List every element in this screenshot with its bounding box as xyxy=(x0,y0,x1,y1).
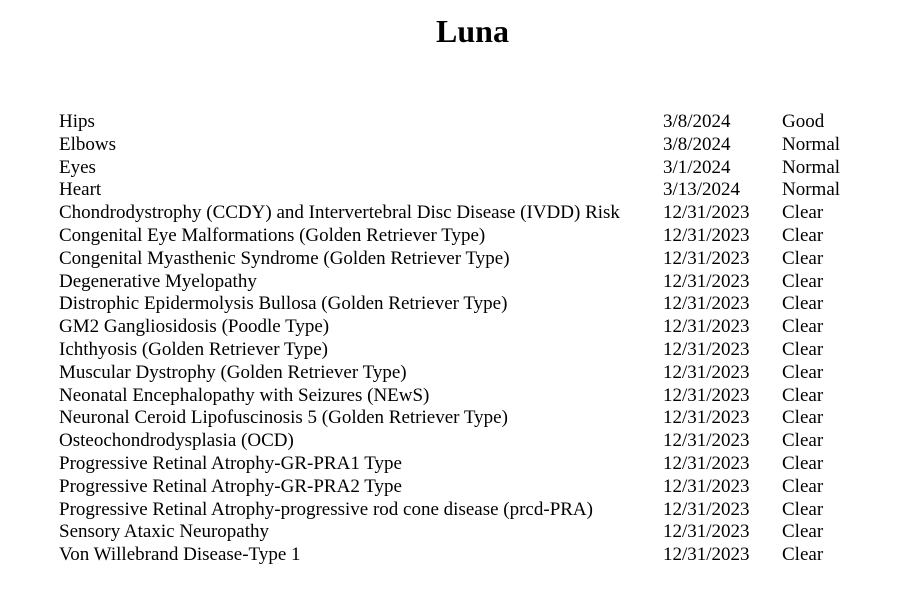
test-name: Degenerative Myelopathy xyxy=(59,270,257,292)
table-row xyxy=(59,499,882,522)
table-row xyxy=(59,362,882,385)
test-name: Ichthyosis (Golden Retriever Type) xyxy=(59,338,328,360)
test-result: Normal xyxy=(782,133,841,155)
table-row xyxy=(59,111,882,134)
test-date: 12/31/2023 xyxy=(663,338,750,360)
test-result: Clear xyxy=(782,521,824,543)
test-date: 12/31/2023 xyxy=(663,270,750,292)
test-result: Normal xyxy=(782,179,841,201)
test-result: Normal xyxy=(782,156,841,178)
test-date: 3/13/2024 xyxy=(663,179,741,201)
table-row xyxy=(59,385,882,408)
table-row xyxy=(59,225,882,248)
test-result: Clear xyxy=(782,452,824,474)
test-result: Clear xyxy=(782,293,824,315)
test-date: 12/31/2023 xyxy=(663,452,750,474)
test-name: Progressive Retinal Atrophy-progressive rod cone disease (prcd-PRA) xyxy=(59,498,593,520)
test-name: Neuronal Ceroid Lipofuscinosis 5 (Golden Retriever Type) xyxy=(59,407,508,429)
test-result: Clear xyxy=(782,316,824,338)
page-title: Luna xyxy=(436,13,509,49)
test-date: 12/31/2023 xyxy=(663,384,750,406)
test-name: GM2 Gangliosidosis (Poodle Type) xyxy=(59,316,330,338)
test-name: Sensory Ataxic Neuropathy xyxy=(59,521,270,543)
test-date: 12/31/2023 xyxy=(663,407,750,429)
test-name: Elbows xyxy=(59,133,116,155)
test-date: 12/31/2023 xyxy=(663,544,750,566)
test-date: 12/31/2023 xyxy=(663,498,750,520)
test-name: Progressive Retinal Atrophy-GR-PRA1 Type xyxy=(59,452,402,474)
test-name: Osteochondrodysplasia (OCD) xyxy=(59,430,294,452)
test-name: Hips xyxy=(59,111,95,132)
test-result: Clear xyxy=(782,430,824,452)
health-results-table xyxy=(59,111,882,567)
test-name: Eyes xyxy=(59,156,96,178)
test-date: 3/8/2024 xyxy=(663,133,731,155)
test-date: 12/31/2023 xyxy=(663,247,750,269)
test-result: Clear xyxy=(782,384,824,406)
test-result: Clear xyxy=(782,247,824,269)
results-body xyxy=(59,111,882,567)
test-name: Muscular Dystrophy (Golden Retriever Type) xyxy=(59,361,407,383)
test-name: Progressive Retinal Atrophy-GR-PRA2 Type xyxy=(59,475,402,497)
table-row xyxy=(59,430,882,453)
test-result: Clear xyxy=(782,361,824,383)
test-date: 12/31/2023 xyxy=(663,293,750,315)
test-name: Von Willebrand Disease-Type 1 xyxy=(59,544,301,566)
test-result: Clear xyxy=(782,407,824,429)
table-row xyxy=(59,453,882,476)
test-name: Congenital Myasthenic Syndrome (Golden Retriever Type) xyxy=(59,247,510,269)
test-date: 3/1/2024 xyxy=(663,156,731,178)
table-row xyxy=(59,407,882,430)
test-date: 12/31/2023 xyxy=(663,224,750,246)
test-name: Congenital Eye Malformations (Golden Retriever Type) xyxy=(59,224,486,246)
test-name: Heart xyxy=(59,179,102,201)
table-row xyxy=(59,271,882,294)
table-row xyxy=(59,202,882,225)
test-result: Clear xyxy=(782,338,824,360)
table-row xyxy=(59,157,882,180)
test-date: 12/31/2023 xyxy=(663,521,750,543)
table-row xyxy=(59,339,882,362)
test-date: 12/31/2023 xyxy=(663,202,750,224)
test-name: Chondrodystrophy (CCDY) and Intervertebral Disc Disease (IVDD) Risk xyxy=(59,202,620,224)
test-result: Clear xyxy=(782,202,824,224)
test-result: Good xyxy=(782,111,825,132)
test-result: Clear xyxy=(782,498,824,520)
table-row xyxy=(59,134,882,157)
table-row xyxy=(59,476,882,499)
test-name: Distrophic Epidermolysis Bullosa (Golden Retriever Type) xyxy=(59,293,508,315)
test-name: Neonatal Encephalopathy with Seizures (NEwS) xyxy=(59,384,430,406)
test-result: Clear xyxy=(782,224,824,246)
test-date: 12/31/2023 xyxy=(663,430,750,452)
test-result: Clear xyxy=(782,544,824,566)
test-date: 12/31/2023 xyxy=(663,361,750,383)
test-result: Clear xyxy=(782,270,824,292)
table-row xyxy=(59,293,882,316)
table-row xyxy=(59,179,882,202)
test-date: 3/8/2024 xyxy=(663,111,731,132)
test-date: 12/31/2023 xyxy=(663,475,750,497)
table-row xyxy=(59,521,882,544)
table-row xyxy=(59,248,882,271)
table-row xyxy=(59,316,882,339)
test-date: 12/31/2023 xyxy=(663,316,750,338)
table-row xyxy=(59,544,882,567)
test-result: Clear xyxy=(782,475,824,497)
